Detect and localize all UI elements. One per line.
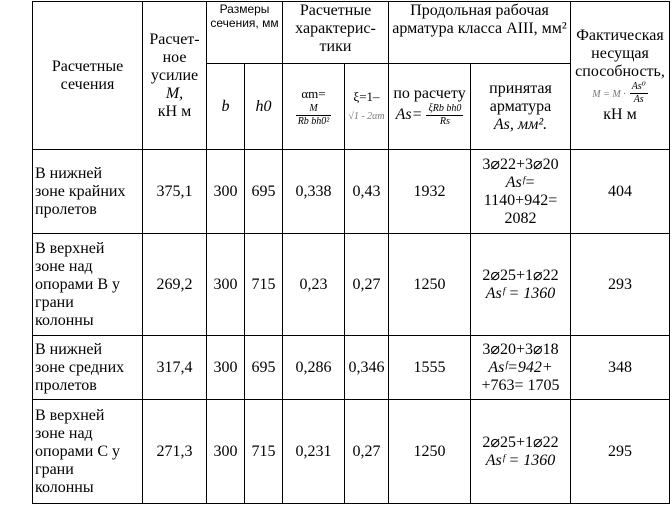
section-cell: В верхней зоне над опорами С у грани колонны bbox=[33, 400, 143, 504]
capacity-cell: 348 bbox=[571, 336, 670, 400]
moment-cell: 271,3 bbox=[143, 400, 207, 504]
header-b: b bbox=[207, 64, 245, 150]
table-row bbox=[33, 400, 670, 504]
xi-cell: 0,27 bbox=[345, 234, 389, 336]
as-calc-cell: 1250 bbox=[389, 234, 471, 336]
h0-cell: 695 bbox=[245, 150, 283, 234]
as-calc-cell: 1932 bbox=[389, 150, 471, 234]
moment-cell: 375,1 bbox=[143, 150, 207, 234]
moment-cell: 317,4 bbox=[143, 336, 207, 400]
h0-cell: 695 bbox=[245, 336, 283, 400]
header-capacity: Фактическая несущая способность, M = M · $\frac{\text{As⁰}}{As}$ кН м bbox=[571, 2, 670, 150]
reinforcement-table bbox=[32, 1, 670, 504]
header-force: Расчет- ное усилие M, кН м bbox=[143, 2, 207, 150]
h0-cell: 715 bbox=[245, 400, 283, 504]
moment-cell: 269,2 bbox=[143, 234, 207, 336]
header-sections: Расчетные сечения bbox=[33, 2, 143, 150]
alpha-cell: 0,338 bbox=[283, 150, 345, 234]
header-h0: h0 bbox=[245, 64, 283, 150]
header-xi: ξ=1– √1 - 2αm bbox=[345, 64, 389, 150]
b-cell: 300 bbox=[207, 336, 245, 400]
capacity-cell: 293 bbox=[571, 234, 670, 336]
header-rebar: Продольная рабочая арматура класса АIII, мм² bbox=[389, 2, 571, 64]
accepted-cell: 2⌀25+1⌀22 Asᶠ = 1360 bbox=[471, 234, 571, 336]
section-cell: В нижней зоне средних пролетов bbox=[33, 336, 143, 400]
h0-cell: 715 bbox=[245, 234, 283, 336]
as-calc-cell: 1555 bbox=[389, 336, 471, 400]
header-accepted: принятая арматура As, мм². bbox=[471, 64, 571, 150]
table-row bbox=[33, 336, 670, 400]
b-cell: 300 bbox=[207, 400, 245, 504]
accepted-cell: 3⌀20+3⌀18 Asᶠ=942+ +763= 1705 bbox=[471, 336, 571, 400]
header-dims: Размеры сечения, мм bbox=[207, 2, 283, 64]
xi-cell: 0,43 bbox=[345, 150, 389, 234]
section-cell: В нижней зоне крайних пролетов bbox=[33, 150, 143, 234]
alpha-cell: 0,23 bbox=[283, 234, 345, 336]
capacity-cell: 295 bbox=[571, 400, 670, 504]
header-calc-chars: Расчетные характерис-тики bbox=[283, 2, 389, 64]
as-calc-cell: 1250 bbox=[389, 400, 471, 504]
alpha-cell: 0,286 bbox=[283, 336, 345, 400]
table-row bbox=[33, 234, 670, 336]
b-cell: 300 bbox=[207, 150, 245, 234]
xi-cell: 0,346 bbox=[345, 336, 389, 400]
alpha-cell: 0,231 bbox=[283, 400, 345, 504]
accepted-cell: 2⌀25+1⌀22 Asᶠ = 1360 bbox=[471, 400, 571, 504]
table-row bbox=[33, 150, 670, 234]
b-cell: 300 bbox=[207, 234, 245, 336]
section-cell: В верхней зоне над опорами В у грани колонны bbox=[33, 234, 143, 336]
xi-cell: 0,27 bbox=[345, 400, 389, 504]
accepted-cell: 3⌀22+3⌀20 Asᶠ= 1140+942= 2082 bbox=[471, 150, 571, 234]
capacity-cell: 404 bbox=[571, 150, 670, 234]
header-alpha: αm= $\frac{M}{\text{Rb bh0²}}$ bbox=[283, 64, 345, 150]
header-by-calc: по расчету As= $\frac{\text{ξRb bh0}}{Rs}$ bbox=[389, 64, 471, 150]
